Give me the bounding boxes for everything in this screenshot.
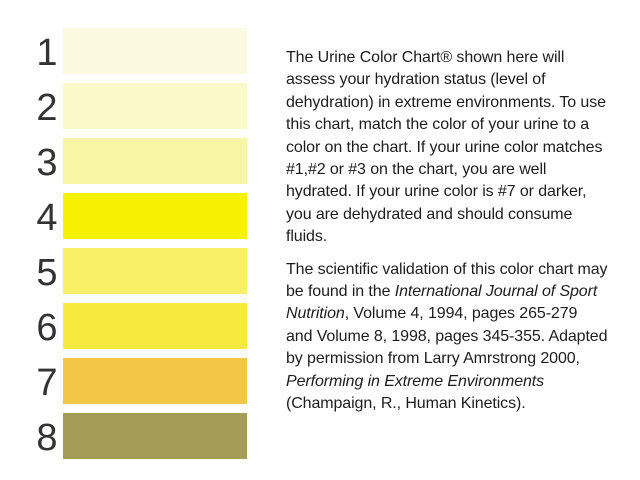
description-paragraph-1: [286, 47, 608, 249]
swatch-row-8: [30, 413, 247, 459]
swatch-row-6: [30, 303, 247, 349]
swatch-row-7: [30, 358, 247, 404]
swatch-row-1: [30, 28, 247, 74]
swatch-color-8: [63, 413, 247, 459]
swatch-number-6: 6: [36, 306, 57, 349]
swatch-row-5: [30, 248, 247, 294]
swatch-color-4: [63, 193, 247, 239]
swatch-number-2: 2: [36, 86, 57, 129]
swatch-color-3: [63, 138, 247, 184]
swatch-color-1: [63, 28, 247, 74]
paragraph-2-text: (Champaign, R., Human Kinetics).: [286, 395, 526, 413]
swatch-color-5: [63, 248, 247, 294]
swatch-number-4: 4: [36, 196, 57, 239]
book-title-italic: Performing in Extreme Environments: [286, 372, 545, 390]
swatch-row-3: [30, 138, 247, 184]
swatch-number-1: 1: [36, 31, 57, 74]
description-text: [286, 47, 608, 426]
color-chart: [30, 28, 247, 468]
swatch-color-6: [63, 303, 247, 349]
paragraph-2-text: The scientific validation of this color chart may be found in the: [286, 260, 608, 301]
swatch-number-3: 3: [36, 141, 57, 184]
swatch-row-2: [30, 83, 247, 129]
swatch-color-7: [63, 358, 247, 404]
paragraph-1-text: The Urine Color Chart® shown here will assess your hydration status (level of dehydration) in extreme environments. To use this chart, match the color of your urine to a color on the chart. If your urine color matches #1,#2 or #3 on the chart, you are well hydrated. If your urine color is #7 or darker, you are dehydrated and should consume fluids.: [286, 49, 606, 246]
paragraph-2-text: , Volume 4, 1994, pages 265-279 and Volume 8, 1998, pages 345-355. Adapted by permission from Larry Amrstrong 2000,: [286, 305, 608, 368]
journal-title-italic: International Journal of Sport Nutrition: [286, 283, 598, 323]
swatch-row-4: [30, 193, 247, 239]
swatch-number-5: 5: [36, 251, 57, 294]
swatch-number-7: 7: [36, 361, 57, 404]
swatch-color-2: [63, 83, 247, 129]
swatch-number-8: 8: [36, 416, 57, 459]
description-paragraph-2: [286, 259, 608, 416]
